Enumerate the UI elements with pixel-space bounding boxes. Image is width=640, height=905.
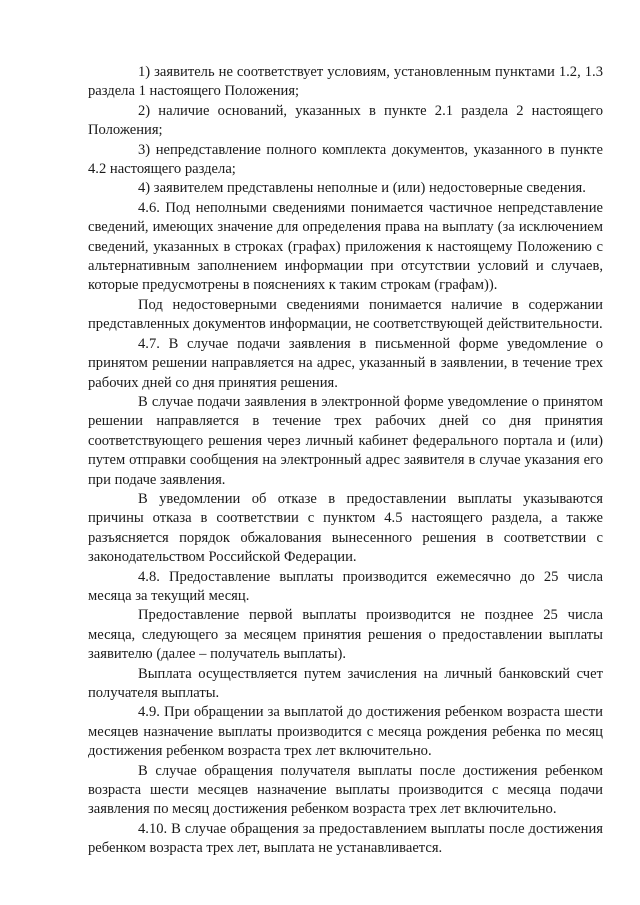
clause-4-6-definition: Под недостоверными сведениями понимается наличие в содержании представленных документов информации, не соответствующей действительности. bbox=[88, 296, 603, 333]
clause-4-7-refusal: В уведомлении об отказе в предоставлении выплаты указываются причины отказа в соответствии с пунктом 4.5 настоящего раздела, а также разъясняется порядок обжалования вынесенного решения в соответствии с законодательством Российской Федерации. bbox=[88, 490, 603, 566]
list-item-reason-2: 2) наличие оснований, указанных в пункте 2.1 раздела 2 настоящего Положения; bbox=[88, 102, 603, 139]
clause-4-9: 4.9. При обращении за выплатой до достижения ребенком возраста шести месяцев назначение выплаты производится с месяца рождения ребенка по месяц достижения ребенком возраста трех лет включительно. bbox=[88, 704, 603, 760]
clause-4-6: 4.6. Под неполными сведениями понимается частичное непредставление сведений, имеющих значение для определения права на выплату (за исключением сведений, указанных в строках (графах) приложения к настоящему Положению с альтернативным заполнением информации при отсутствии условий и случаев, которые предусмотрены в пояснениях к таким строкам (графам)). bbox=[88, 199, 603, 294]
list-item-reason-3: 3) непредставление полного комплекта документов, указанного в пункте 4.2 настоящего раздела; bbox=[88, 141, 603, 178]
clause-4-8-first-payment: Предоставление первой выплаты производится не позднее 25 числа месяца, следующего за месяцем принятия решения о предоставлении выплаты заявителю (далее – получатель выплаты). bbox=[88, 607, 603, 663]
clause-4-10: 4.10. В случае обращения за предоставлением выплаты после достижения ребенком возраста трех лет, выплата не устанавливается. bbox=[88, 820, 603, 857]
clause-4-7: 4.7. В случае подачи заявления в письменной форме уведомление о принятом решении направляется на адрес, указанный в заявлении, в течение трех рабочих дней со дня принятия решения. bbox=[88, 335, 603, 391]
clause-4-8: 4.8. Предоставление выплаты производится ежемесячно до 25 числа месяца за текущий месяц. bbox=[88, 568, 603, 604]
clause-4-8-bank-account: Выплата осуществляется путем зачисления на личный банковский счет получателя выплаты. bbox=[88, 665, 603, 701]
document-body bbox=[88, 63, 603, 859]
list-item-reason-4: 4) заявителем представлены неполные и (или) недостоверные сведения. bbox=[138, 180, 586, 197]
clause-4-7-electronic: В случае подачи заявления в электронной форме уведомление о принятом решении направляется в течение трех рабочих дней со дня принятия соответствующего решения через личный кабинет федерального портала и (или) путем отправки сообщения на электронный адрес заявителя в случае указания его при подаче заявления. bbox=[88, 393, 603, 488]
clause-4-9-after-six-months: В случае обращения получателя выплаты после достижения ребенком возраста шести месяцев назначение выплаты производится с месяца подачи заявления по месяц достижения ребенком возраста трех лет включительно. bbox=[88, 762, 603, 818]
list-item-reason-1: 1) заявитель не соответствует условиям, установленным пунктами 1.2, 1.3 раздела 1 настоящего Положения; bbox=[88, 64, 603, 100]
